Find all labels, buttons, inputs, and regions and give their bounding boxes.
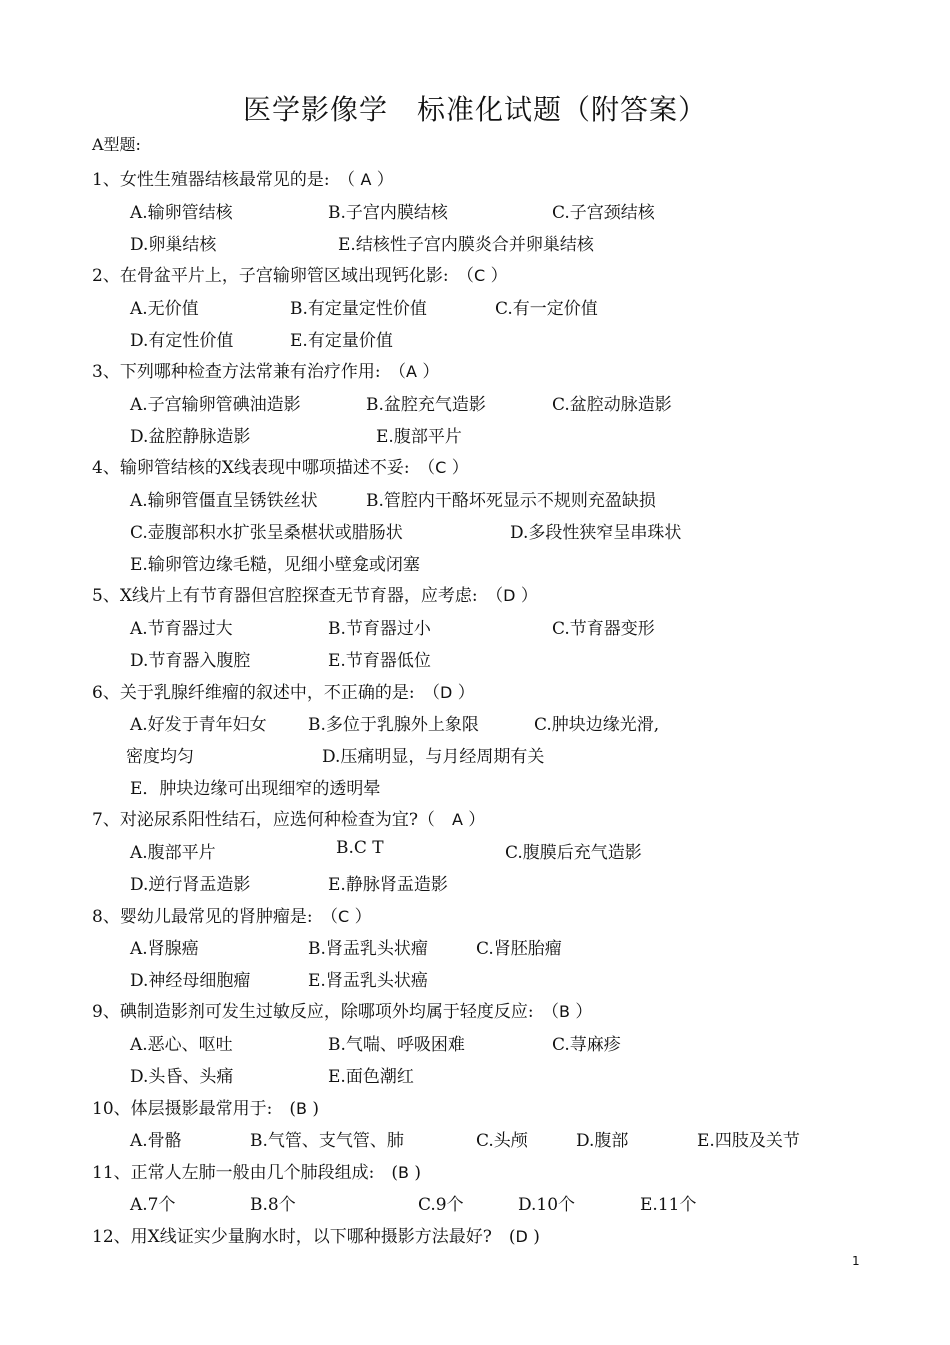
options-row: [130, 550, 890, 576]
answer-option: B.子宫内膜结核: [328, 203, 448, 223]
options-row: [126, 742, 890, 768]
answer-bracket-close: ): [306, 1099, 320, 1119]
answer-option: C.肿块边缘光滑,: [534, 715, 660, 735]
answer-option: A.骨骼: [130, 1131, 182, 1151]
answer-letter: B: [559, 1002, 571, 1021]
answer-letter: B: [296, 1099, 307, 1118]
options-row: [130, 838, 890, 864]
answer-letter: A: [451, 810, 463, 829]
options-row: [130, 1062, 890, 1088]
answer-option: A.输卵管结核: [130, 203, 233, 223]
question-1: [92, 165, 394, 190]
section-heading: A型题:: [92, 135, 141, 154]
options-row: [130, 294, 890, 320]
answer-letter: D: [515, 1227, 528, 1246]
answer-option: D.神经母细胞瘤: [130, 971, 251, 991]
options-row: [130, 390, 890, 416]
answer-option: E.节育器低位: [328, 651, 431, 671]
answer-bracket-close: ）: [349, 907, 372, 927]
answer-option: B.C T: [336, 838, 384, 858]
answer-option: C.9个: [418, 1195, 464, 1215]
question-stem: 6、关于乳腺纤维瘤的叙述中，不正确的是: （: [92, 683, 441, 703]
answer-option: C.腹膜后充气造影: [505, 843, 642, 863]
answer-option: E.静脉肾盂造影: [328, 875, 448, 895]
answer-option: D.多段性狭窄呈串珠状: [510, 523, 682, 543]
answer-option: D.盆腔静脉造影: [130, 427, 251, 447]
question-7: [92, 805, 485, 830]
question-stem: 12、用X线证实少量胸水时，以下哪种摄影方法最好? (: [92, 1227, 516, 1247]
answer-option: B.气喘、呼吸困难: [328, 1035, 465, 1055]
options-row: [130, 646, 890, 672]
answer-option: B.盆腔充气造影: [366, 395, 486, 415]
answer-option: D.逆行肾盂造影: [130, 875, 251, 895]
answer-option: C.肾胚胎瘤: [476, 939, 562, 959]
answer-letter: A: [360, 170, 372, 189]
question-stem: 11、正常人左肺一般由几个肺段组成: (: [92, 1163, 398, 1183]
question-4: [92, 453, 469, 478]
question-stem: 7、对泌尿系阳性结石，应选何种检查为宜?（: [92, 810, 452, 830]
question-stem: 9、碘制造影剂可发生过敏反应，除哪项外均属于轻度反应: （: [92, 1002, 560, 1022]
options-row: [130, 710, 890, 736]
question-11: [92, 1158, 421, 1183]
question-5: [92, 581, 538, 606]
answer-option: A.腹部平片: [130, 843, 216, 863]
answer-bracket-close: ）: [462, 810, 486, 830]
options-row: [130, 966, 890, 992]
answer-option: B.多位于乳腺外上象限: [308, 715, 479, 735]
answer-option: E.有定量价值: [290, 331, 393, 351]
answer-bracket-close: ）: [417, 362, 440, 382]
answer-option: E.结核性子宫内膜炎合并卵巢结核: [338, 235, 594, 255]
answer-option: E.11个: [640, 1195, 697, 1215]
options-row: [130, 486, 890, 512]
question-stem: 8、婴幼儿最常见的肾肿瘤是: （: [92, 907, 339, 927]
answer-option: A.节育器过大: [130, 619, 233, 639]
answer-bracket-close: ）: [446, 458, 469, 478]
question-stem: 2、在骨盆平片上，子宫输卵管区域出现钙化影: （: [92, 266, 475, 286]
options-row: [130, 518, 890, 544]
answer-option: C.有一定价值: [495, 299, 598, 319]
question-9: [92, 997, 592, 1022]
answer-option: E.输卵管边缘毛糙，见细小壁龛或闭塞: [130, 555, 420, 575]
answer-option: 密度均匀: [126, 747, 194, 767]
answer-bracket-close: ）: [485, 266, 508, 286]
answer-option: D.节育器入腹腔: [130, 651, 251, 671]
answer-option: D.压痛明显，与月经周期有关: [322, 747, 545, 767]
answer-letter: C: [435, 458, 447, 477]
answer-option: D.腹部: [576, 1131, 629, 1151]
answer-option: B.肾盂乳头状瘤: [308, 939, 428, 959]
answer-option: B.有定量定性价值: [290, 299, 427, 319]
answer-option: A.输卵管僵直呈锈铁丝状: [130, 491, 318, 511]
answer-option: C.盆腔动脉造影: [552, 395, 672, 415]
answer-option: B.节育器过小: [328, 619, 431, 639]
answer-option: B.气管、支气管、肺: [250, 1131, 404, 1151]
answer-option: C.头颅: [476, 1131, 528, 1151]
answer-bracket-close: ): [408, 1163, 422, 1183]
page-title: 医学影像学 标准化试题（附答案）: [242, 93, 707, 126]
question-8: [92, 902, 372, 927]
answer-letter: D: [503, 586, 516, 605]
answer-option: D.头昏、头痛: [130, 1067, 234, 1087]
options-row: [130, 230, 890, 256]
options-row: [130, 1030, 890, 1056]
answer-bracket-close: ）: [371, 170, 394, 190]
answer-option: A.子宫输卵管碘油造影: [130, 395, 301, 415]
page-number: 1: [852, 1254, 860, 1268]
options-row: [130, 774, 890, 800]
question-12: [92, 1222, 540, 1247]
answer-option: C.子宫颈结核: [552, 203, 655, 223]
answer-option: D.卵巢结核: [130, 235, 217, 255]
answer-option: E.四肢及关节: [697, 1131, 800, 1151]
options-row: [130, 870, 890, 896]
question-6: [92, 678, 475, 703]
answer-bracket-close: ): [527, 1227, 540, 1247]
answer-option: A.肾腺癌: [130, 939, 199, 959]
answer-option: C.壶腹部积水扩张呈桑椹状或腊肠状: [130, 523, 403, 543]
options-row: [130, 614, 890, 640]
answer-option: A.7个: [130, 1195, 176, 1215]
answer-option: A.好发于青年妇女: [130, 715, 267, 735]
answer-letter: D: [440, 683, 453, 702]
answer-option: E.腹部平片: [376, 427, 462, 447]
options-row: [130, 1126, 890, 1152]
answer-option: C.荨麻疹: [552, 1035, 621, 1055]
answer-bracket-close: ）: [570, 1002, 593, 1022]
answer-letter: A: [406, 362, 417, 381]
answer-letter: C: [474, 266, 486, 285]
question-stem: 5、X线片上有节育器但宫腔探查无节育器，应考虑: （: [92, 586, 504, 606]
question-10: [92, 1094, 319, 1119]
answer-option: C.节育器变形: [552, 619, 655, 639]
answer-option: E.肾盂乳头状癌: [308, 971, 428, 991]
question-2: [92, 261, 508, 286]
question-stem: 3、下列哪种检查方法常兼有治疗作用: （: [92, 362, 407, 382]
answer-bracket-close: ）: [515, 586, 538, 606]
answer-option: B.管腔内干酪坏死显示不规则充盈缺损: [366, 491, 656, 511]
answer-bracket-close: ）: [452, 683, 475, 703]
answer-option: B.8个: [250, 1195, 296, 1215]
question-3: [92, 357, 439, 382]
options-row: [130, 934, 890, 960]
options-row: [130, 326, 890, 352]
options-row: [130, 198, 890, 224]
answer-option: A.无价值: [130, 299, 199, 319]
question-stem: 1、女性生殖器结核最常见的是: （: [92, 170, 361, 190]
answer-option: E.面色潮红: [328, 1067, 414, 1087]
answer-letter: C: [338, 907, 350, 926]
answer-option: A.恶心、呕吐: [130, 1035, 233, 1055]
question-stem: 10、体层摄影最常用于: (: [92, 1099, 296, 1119]
answer-option: D.10个: [518, 1195, 576, 1215]
options-row: [130, 1190, 890, 1216]
answer-letter: B: [398, 1163, 409, 1182]
answer-option: E．肿块边缘可出现细窄的透明晕: [130, 779, 381, 799]
options-row: [130, 422, 890, 448]
question-stem: 4、输卵管结核的X线表现中哪项描述不妥: （: [92, 458, 436, 478]
answer-option: D.有定性价值: [130, 331, 234, 351]
